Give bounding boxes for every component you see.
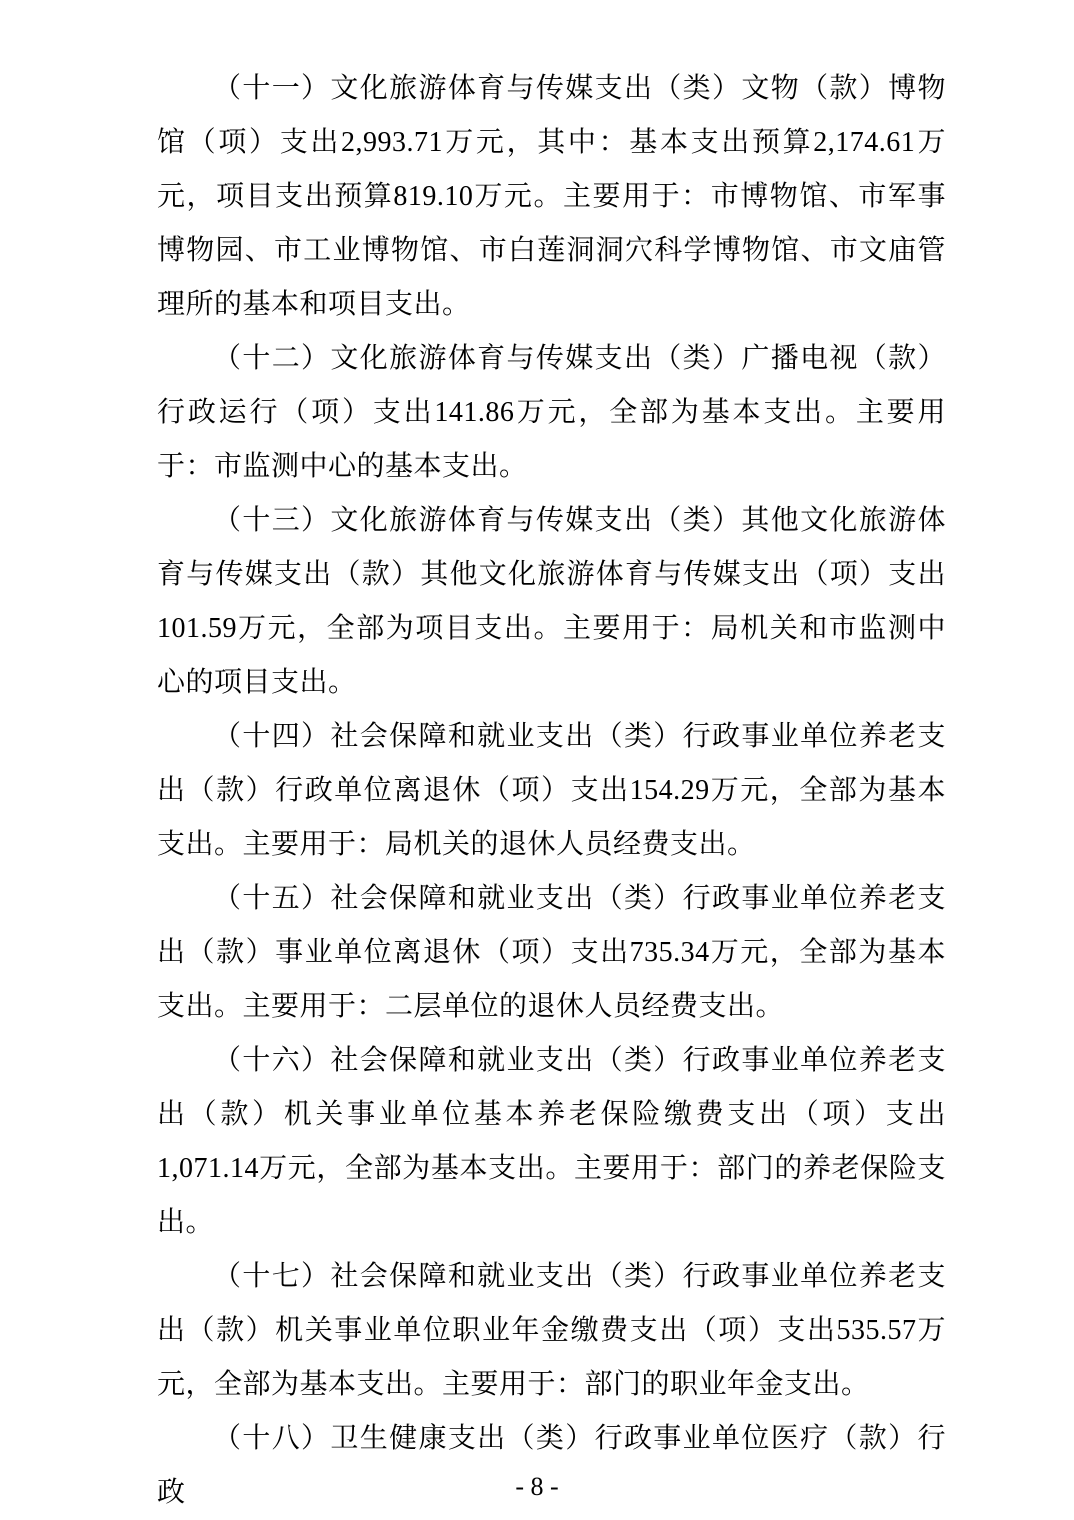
paragraph-item-17: （十七）社会保障和就业支出（类）行政事业单位养老支出（款）机关事业单位职业年金缴费支出（项）支出535.57万元，全部为基本支出。主要用于：部门的职业年金支出。 — [157, 1261, 946, 1400]
paragraph-item-12: （十二）文化旅游体育与传媒支出（类）广播电视（款）行政运行（项）支出141.86万元，全部为基本支出。主要用于：市监测中心的基本支出。 — [157, 343, 946, 482]
page-footer — [0, 1470, 1074, 1504]
page-number: - 8 - — [515, 1472, 559, 1501]
paragraph-item-15: （十五）社会保障和就业支出（类）行政事业单位养老支出（款）事业单位离退休（项）支出735.34万元，全部为基本支出。主要用于：二层单位的退休人员经费支出。 — [157, 883, 946, 1022]
paragraph-item-13: （十三）文化旅游体育与传媒支出（类）其他文化旅游体育与传媒支出（款）其他文化旅游体育与传媒支出（项）支出101.59万元，全部为项目支出。主要用于：局机关和市监测中心的项目支出。 — [157, 505, 946, 698]
paragraph-item-16: （十六）社会保障和就业支出（类）行政事业单位养老支出（款）机关事业单位基本养老保险缴费支出（项）支出1,071.14万元，全部为基本支出。主要用于：部门的养老保险支出。 — [157, 1045, 946, 1238]
paragraph-item-18: （十八）卫生健康支出（类）行政事业单位医疗（款）行政 — [157, 1423, 946, 1508]
paragraph-item-14: （十四）社会保障和就业支出（类）行政事业单位养老支出（款）行政单位离退休（项）支出154.29万元，全部为基本支出。主要用于：局机关的退休人员经费支出。 — [157, 721, 946, 860]
document-body — [157, 62, 946, 1520]
paragraph-item-11: （十一）文化旅游体育与传媒支出（类）文物（款）博物馆（项）支出2,993.71万元，其中：基本支出预算2,174.61万元，项目支出预算819.10万元。主要用于：市博物馆、市军事博物园、市工业博物馆、市白莲洞洞穴科学博物馆、市文庙管理所的基本和项目支出。 — [157, 73, 946, 320]
